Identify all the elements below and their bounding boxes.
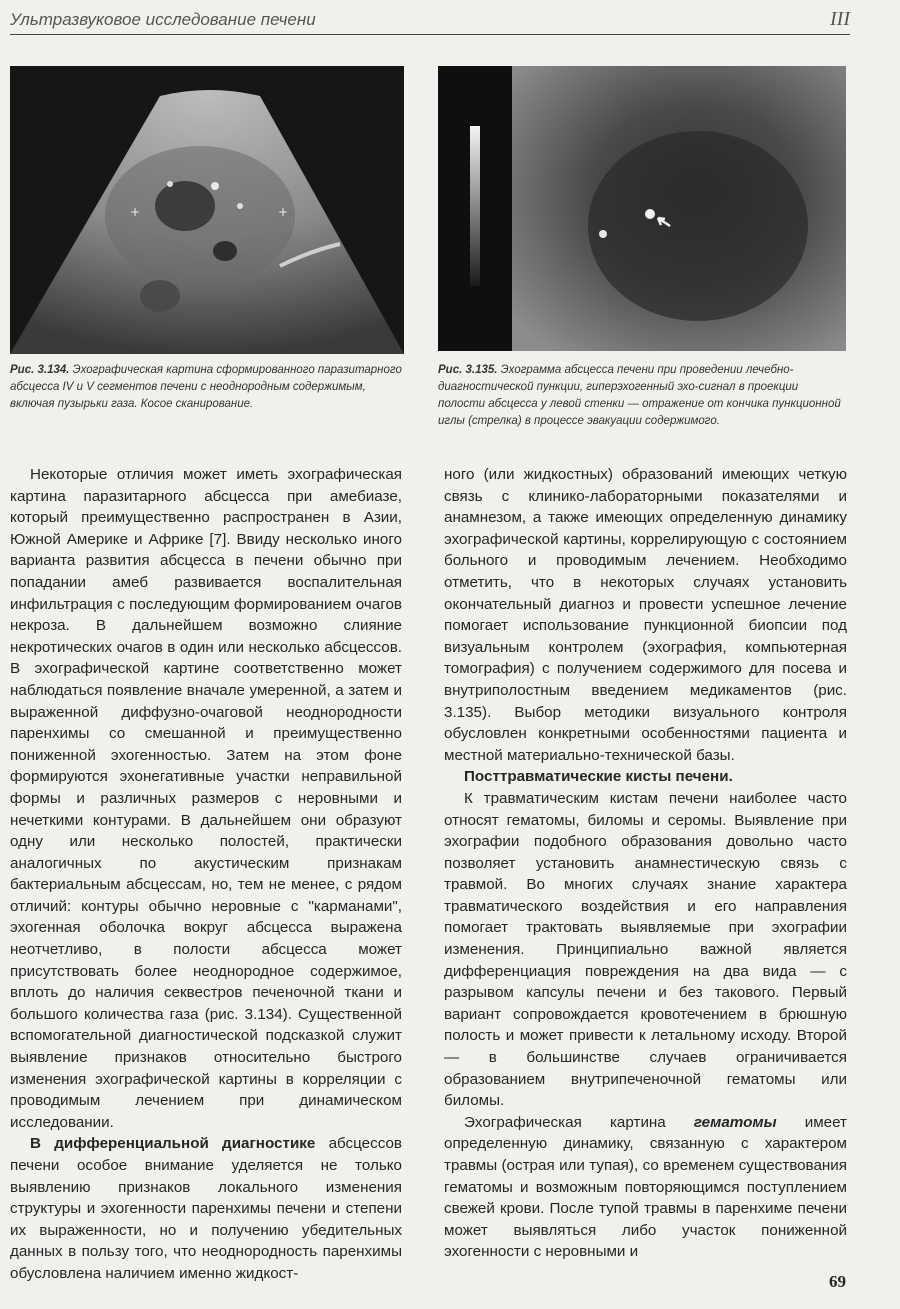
- figure-label: Рис. 3.135.: [438, 364, 498, 376]
- svg-text:+: +: [130, 205, 141, 219]
- ultrasound-image-3-135: [438, 66, 846, 351]
- emphasis-term: В дифференциальной диагностике: [30, 1135, 316, 1153]
- figure-caption-3-134: [10, 362, 404, 413]
- paragraph: К травматическим кистам печени наиболее часто относят гематомы, биломы и серомы. Выявление при эхографии подобного образования довольно часто позволяет установить анамнестическую связь с травмой. Во многих случаях знание характера травматического воздействия и его направления помогает трактовать выявляемые при эхографии изменения. Принципиально важной является дифференциация повреждения на два вида — с разрывом капсулы печени и без такового. Первый вариант сопровождается кровотечением в брюшную полость и может привести к летальному исходу. Второй — в большинстве случаев ограничивается образованием внутрипеченочной гематомы или биломы.: [444, 789, 847, 1110]
- figure-caption-text: Эхограмма абсцесса печени при проведении лечебно-диагностической пункции, гиперэхогенный эхо-сигнал в проекции полости абсцесса у левой стенки — отражение от кончика пункционной иглы (стрелка) в процессе эвакуации содержимого.: [438, 364, 841, 427]
- paragraph: В дифференциальной диагностике абсцессов печени особое внимание уделяется не только выявлению признаков локального изменения структуры и эхогенности паренхимы печени и степени их выраженности, но и получению убедительных данных в пользу того, что неоднородность паренхимы обусловлена наличием именно жидкост-: [10, 1135, 402, 1282]
- right-text-column: [444, 464, 847, 1263]
- section-heading: Посттравматические кисты печени.: [464, 768, 733, 786]
- page-number: 69: [829, 1272, 846, 1291]
- left-text-column: [10, 464, 402, 1285]
- running-title: Ультразвуковое исследование печени: [10, 10, 316, 29]
- ultrasound-image-3-134: [10, 66, 404, 354]
- chapter-number: III: [830, 8, 850, 30]
- figure-label: Рис. 3.134.: [10, 364, 70, 376]
- paragraph: ного (или жидкостных) образований имеющих четкую связь с клинико-лабораторными показателями и анамнезом, а также имеющих определенную динамику эхографической картины, коррелирующую с состоянием больного и проводимым лечением. Необходимо отметить, что в некоторых случаях установить окончательный диагноз и провести успешное лечение помогает использование пункционной биопсии под визуальным контролем (эхография, компьютерная томография) с получением содержимого для посева и внутриполостным введением медикаментов (рис. 3.135). Выбор методики визуального контроля обусловлен конкретными особенностями пациента и местной материально-технической базы.: [444, 466, 847, 764]
- svg-text:+: +: [278, 205, 289, 219]
- figure-caption-text: Эхографическая картина сформированного паразитарного абсцесса IV и V сегментов печени с неоднородным содержимым, включая пузырьки газа. Косое сканирование.: [10, 364, 402, 410]
- paragraph: Эхографическая картина гематомы имеет определенную динамику, связанную с характером травмы (острая или тупая), со временем существования гематомы и возможным повторяющимся поступлением свежей крови. После тупой травмы в паренхиме печени может выявляться либо участок пониженной эхогенности с неровными и: [444, 1113, 847, 1261]
- paragraph: Некоторые отличия может иметь эхографическая картина паразитарного абсцесса при амебиазе, который преимущественно распространен в Азии, Южной Америке и Африке [7]. Ввиду несколько иного варианта развития абсцесса в печени обычно при попадании амеб развивается воспалительная инфильтрация с последующим формированием очагов некроза. В дальнейшем возможно слияние некротических очагов в один или несколько абсцессов. В эхографической картине соответственно может наблюдаться появление вначале умеренной, а затем и выраженной диффузно-очаговой неоднородности паренхимы со смешанной и преимущественно пониженной эхогенностью. Затем на этом фоне формируются эхонегативные участки неправильной формы и различных размеров с неровными и нечеткими контурами. В дальнейшем они образуют одну или несколько полостей, практически аналогичных по акустическим признакам бактериальным абсцессам, но, тем не менее, с рядом отличий: контуры обычно неровные с "карманами", эхогенная оболочка вокруг абсцесса выражена неотчетливо, в полости абсцесса может присутствовать более неоднородное содержимое, вплоть до наличия секвестров печеночной ткани и большого количества газа (рис. 3.134). Существенной вспомогательной диагностической подсказкой служит выявление признаков относительно быстрого изменения эхографической картины в корреляции с проводимым лечением при динамическом исследовании.: [10, 466, 402, 1131]
- running-header: [10, 8, 850, 35]
- emphasis-term: гематомы: [693, 1113, 777, 1131]
- figure-caption-3-135: [438, 362, 846, 430]
